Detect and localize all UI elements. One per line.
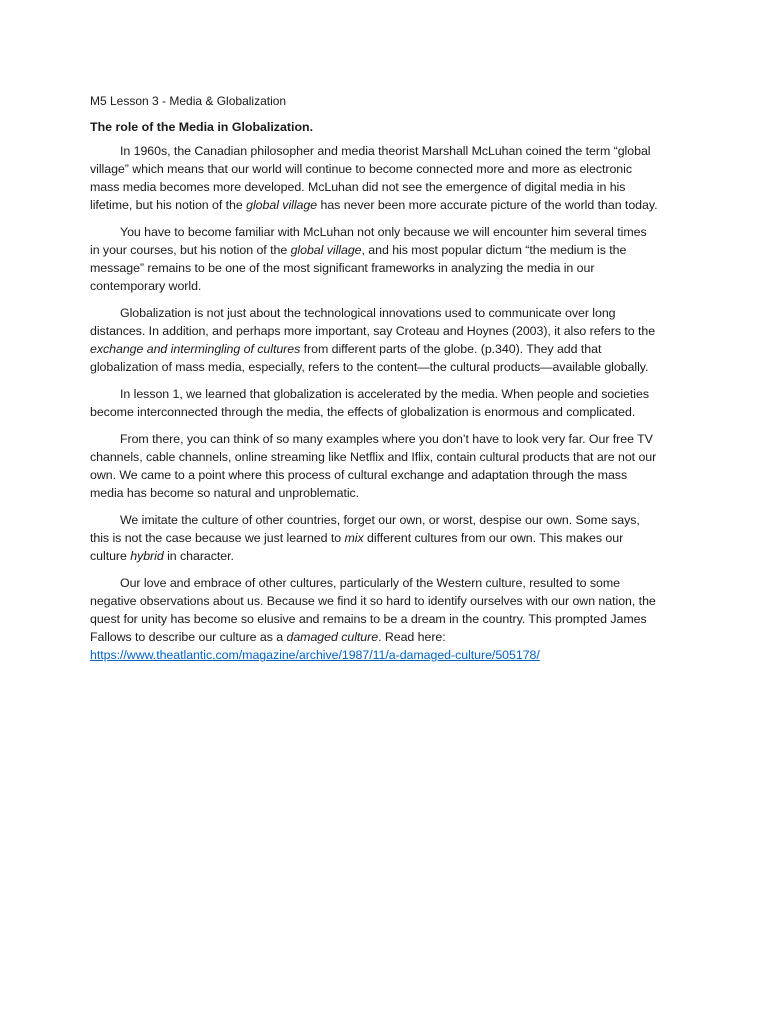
paragraph-4: In lesson 1, we learned that globalization is accelerated by the media. When people and societies become interconnected through the media, the effects of globalization is enormous and complicated.: [90, 387, 649, 419]
paragraph-2-text-b: , and his most popular dictum “the medium is the message” remains to be one of the most significant frameworks in analyzing the media in our contemporary world.: [90, 243, 627, 293]
section-title: The role of the Media in Globalization.: [90, 120, 314, 134]
paragraph-2: [90, 223, 658, 295]
paragraph-3-emphasis: exchange and intermingling of cultures: [90, 342, 301, 356]
paragraph-3-text-a: Globalization is not just about the technological innovations used to communicate over long distances. In addition, and perhaps more important, say Croteau and Hoynes (2003), it also refers to the: [90, 306, 656, 338]
paragraph-3-text-b: from different parts of the globe. (p.340). They add that globalization of mass media, especially, refers to the content—the cultural products—available globally.: [90, 342, 649, 374]
paragraph-7-text-b: . Read here:: [378, 630, 446, 644]
paragraph-1-text-a: In 1960s, the Canadian philosopher and media theorist Marshall McLuhan coined the term “global village” which means that our world will continue to become connected more and more as electronic mass media becomes more developed. McLuhan did not see the emergence of digital media in his lifetime, but his notion of the: [90, 144, 651, 212]
paragraph-5: From there, you can think of so many examples where you don’t have to look very far. Our free TV channels, cable channels, online streaming like Netflix and Iflix, contain cultural products that are not our own. We came to a point where this process of cultural exchange and adaptation through the mass media has become so natural and unproblematic.: [90, 432, 657, 500]
paragraph-2-text-a: You have to become familiar with McLuhan not only because we will encounter him several times in your courses, but his notion of the: [90, 225, 647, 257]
paragraph-3: [90, 304, 658, 376]
paragraph-6: [90, 511, 658, 565]
lesson-header: M5 Lesson 3 - Media & Globalization: [90, 94, 287, 108]
paragraph-1: [90, 142, 658, 214]
paragraph-7-emphasis: damaged culture: [286, 630, 379, 644]
paragraph-6-text-b: different cultures from our own. This makes our culture: [90, 531, 624, 563]
paragraph-1-emphasis: global village: [246, 198, 318, 212]
paragraph-2-emphasis: global village: [290, 243, 362, 257]
atlantic-article-link[interactable]: https://www.theatlantic.com/magazine/archive/1987/11/a-damaged-culture/505178/: [90, 648, 540, 662]
paragraph-6-text-a: We imitate the culture of other countries, forget our own, or worst, despise our own. Some says, this is not the case because we just learned to: [90, 513, 640, 545]
paragraph-7-text-a: Our love and embrace of other cultures, particularly of the Western culture, resulted to some negative observations about us. Because we find it so hard to identify ourselves with our own nation, the quest for unity has become so elusive and remains to be a dream in the country. This prompted James Fallows to describe our culture as a: [90, 576, 656, 644]
paragraph-1-text-b: has never been more accurate picture of the world than today.: [317, 198, 658, 212]
paragraph-6-text-c: in character.: [163, 549, 234, 563]
paragraph-6-emphasis-mix: mix: [344, 531, 364, 545]
paragraph-7: [90, 574, 658, 664]
paragraph-6-emphasis-hybrid: hybrid: [130, 549, 164, 563]
